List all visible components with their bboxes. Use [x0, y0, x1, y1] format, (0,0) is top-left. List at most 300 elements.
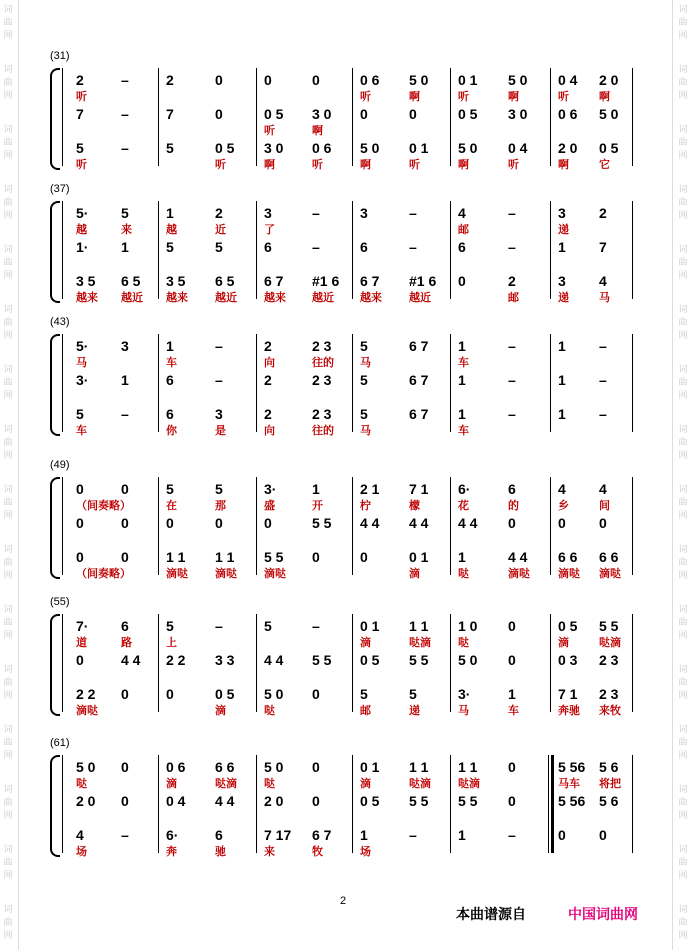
note: 6 7: [409, 338, 429, 354]
watermark-char: 词: [678, 905, 688, 915]
watermark-char: 曲: [678, 618, 688, 628]
watermark-char: 词: [678, 185, 688, 195]
left-watermark-strip: [0, 0, 19, 950]
note: 5 5: [599, 618, 619, 634]
lyric: 是: [215, 425, 226, 437]
lyric: 檬: [409, 500, 420, 512]
note: 6: [458, 239, 466, 255]
lyric: 啊: [558, 159, 569, 171]
note: 0 5: [558, 618, 578, 634]
note: 0 1: [360, 759, 380, 775]
note: 1: [558, 239, 566, 255]
note: 6 7: [409, 406, 429, 422]
note: 0: [508, 793, 516, 809]
note: 5 0: [360, 140, 380, 156]
watermark-char: 词: [678, 605, 688, 615]
watermark-char: 词: [678, 365, 688, 375]
note: 0 5: [599, 140, 619, 156]
note: 7: [599, 239, 607, 255]
watermark-char: 曲: [3, 198, 13, 208]
watermark-char: 词: [678, 5, 688, 15]
note: 0 1: [409, 140, 429, 156]
note: 4 4: [215, 793, 235, 809]
note: 5: [215, 481, 223, 497]
lyric: 奔: [166, 846, 177, 858]
note: 1: [166, 338, 174, 354]
note: 4 4: [458, 515, 478, 531]
watermark-char: 曲: [678, 738, 688, 748]
measure-number: (61): [50, 737, 70, 749]
watermark-char: 曲: [678, 378, 688, 388]
note: 6: [166, 406, 174, 422]
watermark-char: 曲: [3, 798, 13, 808]
note: 2: [508, 273, 516, 289]
staff-line: [50, 205, 640, 243]
note: 5: [121, 205, 129, 221]
lyric: 往的: [312, 425, 334, 437]
note: 0 5: [360, 652, 380, 668]
note: 5: [166, 239, 174, 255]
lyric: 越: [76, 224, 87, 236]
lyric: 路: [121, 637, 132, 649]
note: 6: [215, 827, 223, 843]
measure-number: (37): [50, 183, 70, 195]
note: 6 6: [215, 759, 235, 775]
note: –: [312, 239, 320, 255]
note: 4: [599, 273, 607, 289]
note: 0 5: [215, 686, 235, 702]
watermark-char: 网: [678, 151, 688, 161]
watermark-char: 曲: [678, 78, 688, 88]
note: –: [508, 372, 516, 388]
watermark-char: 网: [678, 571, 688, 581]
note: 0: [121, 515, 129, 531]
note: 3 0: [312, 106, 332, 122]
note: 2 0: [76, 793, 96, 809]
note: 0: [599, 827, 607, 843]
note: 5: [360, 406, 368, 422]
note: 5: [166, 140, 174, 156]
note: –: [121, 827, 129, 843]
lyric: 递: [558, 292, 569, 304]
note: 2 3: [312, 338, 332, 354]
note: 0: [166, 686, 174, 702]
note: 5 5: [409, 793, 429, 809]
watermark-char: 曲: [3, 258, 13, 268]
note: 3: [558, 205, 566, 221]
lyric: 滴哒: [558, 568, 580, 580]
note: 0: [599, 515, 607, 531]
watermark-char: 词: [3, 425, 13, 435]
staff-line: [50, 759, 640, 797]
note: 6: [166, 372, 174, 388]
lyric: 啊: [312, 125, 323, 137]
watermark-char: 词: [3, 485, 13, 495]
measure-number: (43): [50, 316, 70, 328]
note: 2 1: [360, 481, 380, 497]
watermark-char: 曲: [678, 858, 688, 868]
note: 5: [166, 481, 174, 497]
note: 3 5: [76, 273, 96, 289]
lyric: 听: [360, 91, 371, 103]
watermark-char: 曲: [3, 618, 13, 628]
note: 1: [166, 205, 174, 221]
note: 5: [76, 140, 84, 156]
lyric: 哒: [264, 705, 275, 717]
lyric: 啊: [409, 91, 420, 103]
note: 4 4: [508, 549, 528, 565]
note: 0: [508, 515, 516, 531]
lyric: 滴哒: [264, 568, 286, 580]
lyric: 滴: [360, 637, 371, 649]
note: 0 5: [458, 106, 478, 122]
note: 1 0: [458, 618, 478, 634]
note: 0: [76, 481, 84, 497]
lyric: 啊: [599, 91, 610, 103]
lyric: 滴哒: [508, 568, 530, 580]
note: 0 6: [360, 72, 380, 88]
watermark-char: 网: [3, 511, 13, 521]
watermark-char: 词: [3, 245, 13, 255]
lyric: 奔驰: [558, 705, 580, 717]
note: 7: [76, 106, 84, 122]
staff-line: [50, 549, 640, 587]
watermark-char: 词: [3, 725, 13, 735]
lyric: 滴哒: [599, 568, 621, 580]
staff-line: [50, 652, 640, 690]
note: 1 1: [215, 549, 235, 565]
note: 0: [215, 72, 223, 88]
lyric: 滴: [558, 637, 569, 649]
lyric: 滴哒: [166, 568, 188, 580]
staff-line: [50, 481, 640, 519]
lyric: 邮: [458, 224, 469, 236]
note: 0: [558, 515, 566, 531]
note: 3 0: [264, 140, 284, 156]
lyric: 越近: [215, 292, 237, 304]
note: 0: [360, 106, 368, 122]
note: 5 56: [558, 793, 586, 809]
note: 5 5: [458, 793, 478, 809]
watermark-char: 网: [3, 271, 13, 281]
note: 5 5: [264, 549, 284, 565]
note: 7 1: [558, 686, 578, 702]
watermark-char: 曲: [678, 198, 688, 208]
staff-line: [50, 372, 640, 410]
note: 6 6: [558, 549, 578, 565]
note: 1: [458, 827, 466, 843]
note: 3: [215, 406, 223, 422]
score-system: [50, 737, 640, 861]
watermark-char: 网: [3, 211, 13, 221]
staff-line: [50, 515, 640, 553]
watermark-char: 网: [678, 391, 688, 401]
lyric: 越来: [76, 292, 98, 304]
lyric: 哒: [264, 778, 275, 790]
note: 1 1: [409, 759, 429, 775]
lyric: 车: [458, 357, 469, 369]
lyric: 滴: [166, 778, 177, 790]
lyric: 车: [76, 425, 87, 437]
note: 5 6: [599, 759, 619, 775]
note: 5: [360, 338, 368, 354]
staff-line: [50, 338, 640, 376]
watermark-char: 网: [678, 811, 688, 821]
lyric: 滴哒: [215, 568, 237, 580]
lyric: 听: [312, 159, 323, 171]
lyric: 场: [360, 846, 371, 858]
watermark-char: 曲: [3, 378, 13, 388]
note: –: [508, 406, 516, 422]
staff-line: [50, 618, 640, 656]
note: 5 0: [409, 72, 429, 88]
note: –: [599, 372, 607, 388]
lyric: 乡: [558, 500, 569, 512]
note: 2 0: [599, 72, 619, 88]
watermark-char: 曲: [3, 78, 13, 88]
watermark-char: 网: [678, 691, 688, 701]
note: 2: [264, 338, 272, 354]
watermark-char: 网: [3, 691, 13, 701]
lyric: 了: [264, 224, 275, 236]
note: 5 0: [599, 106, 619, 122]
lyric: 滴: [360, 778, 371, 790]
note: –: [215, 618, 223, 634]
note: 5 5: [409, 652, 429, 668]
lyric: 马: [458, 705, 469, 717]
note: #1 6: [409, 273, 437, 289]
note: 3 5: [166, 273, 186, 289]
lyric: 开: [312, 500, 323, 512]
lyric: 往的: [312, 357, 334, 369]
note: –: [215, 338, 223, 354]
score-system: [50, 316, 640, 440]
watermark-char: 网: [678, 511, 688, 521]
watermark-char: 词: [3, 905, 13, 915]
note: 3: [264, 205, 272, 221]
watermark-char: 曲: [678, 498, 688, 508]
note: 0: [312, 759, 320, 775]
note: 4: [599, 481, 607, 497]
note: 0 4: [558, 72, 578, 88]
note: 5: [264, 618, 272, 634]
watermark-char: 网: [3, 31, 13, 41]
watermark-char: 网: [678, 871, 688, 881]
note: 6: [360, 239, 368, 255]
note: 1 1: [166, 549, 186, 565]
lyric: 越近: [121, 292, 143, 304]
note: 5: [360, 372, 368, 388]
lyric: 递: [409, 705, 420, 717]
lyric: 哒滴: [409, 637, 431, 649]
lyric: 哒滴: [599, 637, 621, 649]
staff-line: [50, 72, 640, 110]
note: 3: [121, 338, 129, 354]
note: 2: [264, 372, 272, 388]
note: 5·: [76, 338, 89, 354]
note: –: [508, 338, 516, 354]
note: 0 5: [215, 140, 235, 156]
note: –: [312, 205, 320, 221]
note: 6 6: [599, 549, 619, 565]
watermark-char: 网: [3, 331, 13, 341]
staff-line: [50, 140, 640, 178]
lyric: 马车: [558, 778, 580, 790]
lyric: 听: [458, 91, 469, 103]
lyric: 滴: [215, 705, 226, 717]
note: –: [409, 827, 417, 843]
note: 0: [121, 686, 129, 702]
watermark-char: 曲: [678, 138, 688, 148]
note: 0 5: [360, 793, 380, 809]
lyric: 花: [458, 500, 469, 512]
lyric: 听: [508, 159, 519, 171]
lyric: 马: [360, 357, 371, 369]
lyric: 听: [215, 159, 226, 171]
note: 1: [558, 406, 566, 422]
lyric: 邮: [508, 292, 519, 304]
lyric: 越来: [264, 292, 286, 304]
note: 4: [76, 827, 84, 843]
note: 0: [312, 793, 320, 809]
watermark-char: 词: [678, 665, 688, 675]
watermark-char: 曲: [678, 438, 688, 448]
watermark-char: 网: [678, 451, 688, 461]
lyric: 哒: [458, 637, 469, 649]
lyric: 听: [558, 91, 569, 103]
staff-line: [50, 686, 640, 724]
note: 5: [360, 686, 368, 702]
note: 1 1: [409, 618, 429, 634]
note: –: [599, 406, 607, 422]
note: 5 56: [558, 759, 586, 775]
lyric: 牧: [312, 846, 323, 858]
lyric: 递: [558, 224, 569, 236]
lyric: 听: [264, 125, 275, 137]
note: 5: [409, 686, 417, 702]
note: 0 5: [264, 106, 284, 122]
note: 3: [558, 273, 566, 289]
measure-number: (55): [50, 596, 70, 608]
lyric: 滴: [409, 568, 420, 580]
note: 0: [409, 106, 417, 122]
page-number: 2: [340, 895, 347, 907]
lyric: 马: [76, 357, 87, 369]
lyric: （间奏略）: [76, 500, 131, 512]
lyric: 你: [166, 425, 177, 437]
lyric: 车: [508, 705, 519, 717]
watermark-char: 曲: [3, 138, 13, 148]
note: 4 4: [264, 652, 284, 668]
note: 1 1: [458, 759, 478, 775]
watermark-char: 网: [678, 31, 688, 41]
note: 2 2: [76, 686, 96, 702]
note: 0: [76, 549, 84, 565]
note: 2: [166, 72, 174, 88]
watermark-char: 词: [678, 65, 688, 75]
note: 0 1: [458, 72, 478, 88]
lyric: 来牧: [599, 705, 621, 717]
note: 0: [360, 549, 368, 565]
watermark-char: 词: [3, 365, 13, 375]
lyric: 在: [166, 500, 177, 512]
note: 1: [312, 481, 320, 497]
lyric: 向: [264, 357, 275, 369]
note: 0: [312, 549, 320, 565]
note: 5: [76, 406, 84, 422]
note: 0: [166, 515, 174, 531]
note: 5 5: [312, 652, 332, 668]
note: –: [508, 205, 516, 221]
watermark-char: 网: [678, 271, 688, 281]
watermark-char: 网: [3, 931, 13, 941]
watermark-char: 网: [3, 151, 13, 161]
watermark-char: 网: [3, 751, 13, 761]
note: 1: [558, 372, 566, 388]
note: 3·: [458, 686, 471, 702]
lyric: 哒滴: [458, 778, 480, 790]
note: 5 0: [76, 759, 96, 775]
watermark-char: 词: [678, 485, 688, 495]
score-system: [50, 596, 640, 720]
lyric: 邮: [360, 705, 371, 717]
watermark-char: 曲: [678, 798, 688, 808]
lyric: 听: [76, 91, 87, 103]
watermark-char: 词: [3, 605, 13, 615]
note: 0: [558, 827, 566, 843]
watermark-char: 词: [3, 545, 13, 555]
note: 2: [599, 205, 607, 221]
watermark-char: 曲: [678, 678, 688, 688]
note: 5 0: [264, 686, 284, 702]
note: 5 5: [312, 515, 332, 531]
note: 0 4: [166, 793, 186, 809]
staff-line: [50, 793, 640, 831]
lyric: 来: [264, 846, 275, 858]
note: 5 6: [599, 793, 619, 809]
note: 0: [312, 686, 320, 702]
note: 0 4: [508, 140, 528, 156]
watermark-char: 曲: [678, 258, 688, 268]
note: 5 0: [508, 72, 528, 88]
note: 6 5: [121, 273, 141, 289]
note: 1: [121, 372, 129, 388]
note: 1: [360, 827, 368, 843]
watermark-char: 曲: [678, 918, 688, 928]
watermark-char: 曲: [3, 678, 13, 688]
lyric: 那: [215, 500, 226, 512]
right-watermark-strip: [672, 0, 691, 950]
lyric: 上: [166, 637, 177, 649]
watermark-char: 词: [3, 65, 13, 75]
note: 1: [458, 406, 466, 422]
note: 0: [121, 793, 129, 809]
note: 0 6: [166, 759, 186, 775]
lyric: 来: [121, 224, 132, 236]
note: 1: [121, 239, 129, 255]
watermark-char: 网: [3, 91, 13, 101]
note: 1: [458, 338, 466, 354]
note: 2 3: [312, 372, 332, 388]
watermark-char: 词: [3, 5, 13, 15]
note: 0: [508, 759, 516, 775]
note: –: [312, 618, 320, 634]
lyric: 它: [599, 159, 610, 171]
watermark-char: 词: [3, 665, 13, 675]
note: 2: [215, 205, 223, 221]
note: –: [409, 205, 417, 221]
lyric: 马: [360, 425, 371, 437]
